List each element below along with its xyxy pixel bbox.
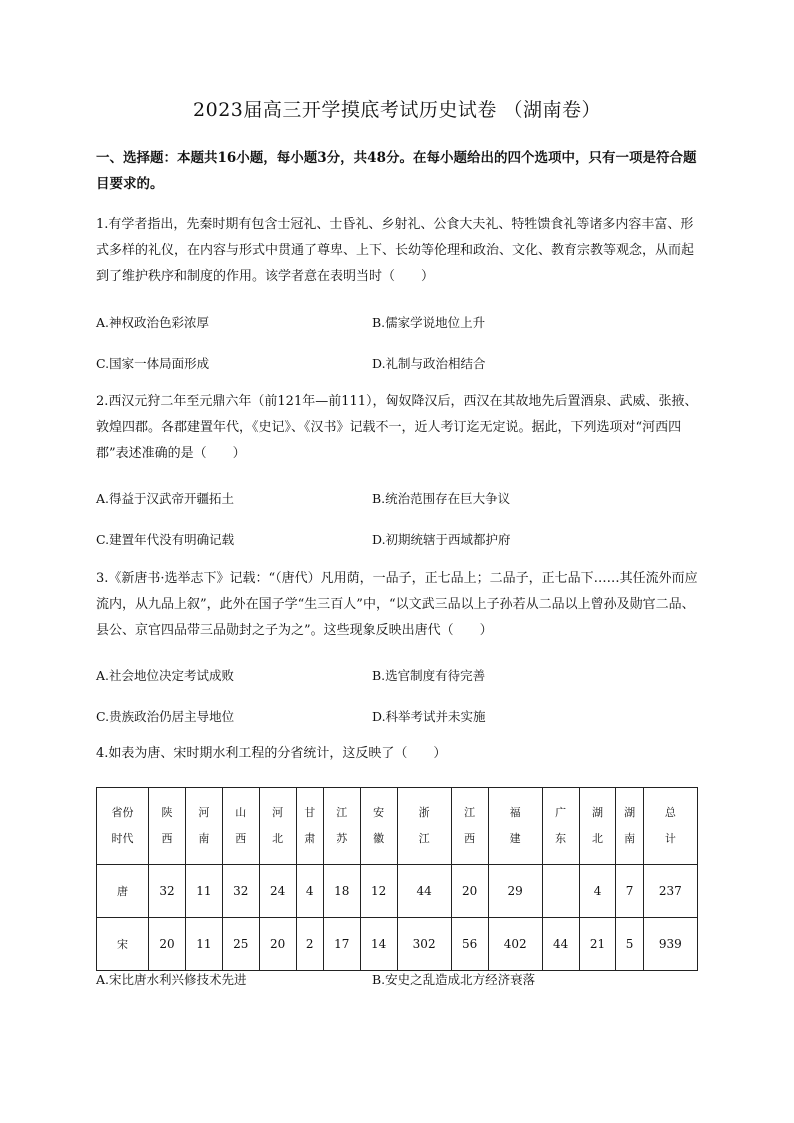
- province-header: [488, 788, 542, 865]
- province-header: [185, 788, 222, 865]
- section-heading: 一、选择题：本题共16小题，每小题3分，共48分。在每小题给出的四个选项中，只有一项是符合题目要求的。: [96, 150, 697, 192]
- value-cell: 402: [488, 918, 542, 971]
- province-header: [451, 788, 488, 865]
- question-3-option-a: A.社会地位决定考试成败: [96, 668, 235, 683]
- province-char-top: 甘: [304, 806, 316, 819]
- question-1-option-c: C.国家一体局面形成: [96, 356, 210, 371]
- province-char-top: 河: [272, 806, 284, 819]
- province-header: [579, 788, 616, 865]
- province-char-top: 浙: [418, 806, 430, 819]
- province-char-top: 江: [464, 806, 476, 819]
- value-cell: 24: [259, 865, 296, 918]
- province-header: [542, 788, 579, 865]
- value-cell: [542, 865, 579, 918]
- province-char-bottom: 北: [592, 832, 604, 845]
- question-2-option-a: A.得益于汉武帝开疆拓土: [96, 491, 235, 506]
- value-cell: 32: [222, 865, 259, 918]
- province-char-top: 福: [509, 806, 521, 819]
- value-cell: 20: [259, 918, 296, 971]
- value-cell: 29: [488, 865, 542, 918]
- province-header: [643, 788, 697, 865]
- table-row-tang: [97, 865, 698, 918]
- question-4-option-b: B.安史之乱造成北方经济衰落: [372, 972, 536, 987]
- question-3-option-b: B.选官制度有待完善: [372, 668, 486, 683]
- value-cell: 11: [185, 918, 222, 971]
- question-3-option-d: D.科举考试并未实施: [372, 709, 486, 724]
- province-char-top: 总: [664, 806, 676, 819]
- province-char-top: 安: [373, 806, 385, 819]
- province-char-bottom: 苏: [336, 832, 348, 845]
- value-cell: 25: [222, 918, 259, 971]
- question-2-stem: 2.西汉元狩二年至元鼎六年（前121年—前111），匈奴降汉后，西汉在其故地先后置酒泉、武威、张掖、敦煌四郡。各郡建置年代，《史记》、《汉书》记载不一，近人考订迄无定说。据此，下列选项对“河西四郡”表述准确的是（ ）: [96, 394, 698, 461]
- value-cell: 11: [185, 865, 222, 918]
- province-char-top: 湖: [624, 806, 636, 819]
- question-2-option-c: C.建置年代没有明确记载: [96, 532, 235, 547]
- province-char-bottom: 建: [509, 832, 521, 845]
- province-header: [360, 788, 397, 865]
- value-cell: 44: [542, 918, 579, 971]
- value-cell: 7: [616, 865, 643, 918]
- province-char-bottom: 西: [464, 832, 476, 845]
- province-header: [149, 788, 186, 865]
- value-cell: 44: [397, 865, 451, 918]
- province-char-top: 河: [198, 806, 210, 819]
- corner-label-province: 省份: [111, 806, 134, 819]
- province-char-bottom: 北: [272, 832, 284, 845]
- question-1-option-b: B.儒家学说地位上升: [372, 315, 486, 330]
- value-cell: 56: [451, 918, 488, 971]
- province-header: [259, 788, 296, 865]
- table-corner-cell: [97, 788, 149, 865]
- value-cell: 21: [579, 918, 616, 971]
- water-projects-table: [96, 787, 698, 971]
- province-char-top: 湖: [592, 806, 604, 819]
- value-cell: 237: [643, 865, 697, 918]
- table-header-row: [97, 788, 698, 865]
- value-cell: 2: [296, 918, 323, 971]
- value-cell: 14: [360, 918, 397, 971]
- province-header: [323, 788, 360, 865]
- province-char-bottom: 江: [418, 832, 430, 845]
- question-4-stem: 4.如表为唐、宋时期水利工程的分省统计，这反映了（ ）: [96, 746, 447, 761]
- question-1-stem: 1.有学者指出，先秦时期有包含士冠礼、士昏礼、乡射礼、公食大夫礼、特牲馈食礼等诸多内容丰富、形式多样的礼仪，在内容与形式中贯通了尊卑、上下、长幼等伦理和政治、文化、教育宗教等观念，从而起到了维护秩序和制度的作用。该学者意在表明当时（ ）: [96, 217, 695, 284]
- province-header: [296, 788, 323, 865]
- province-char-bottom: 南: [198, 832, 210, 845]
- province-char-bottom: 东: [555, 832, 567, 845]
- province-char-bottom: 徽: [373, 832, 385, 845]
- province-char-top: 陕: [161, 806, 173, 819]
- era-cell: 宋: [97, 918, 149, 971]
- province-header: [397, 788, 451, 865]
- value-cell: 18: [323, 865, 360, 918]
- value-cell: 5: [616, 918, 643, 971]
- province-char-bottom: 肃: [304, 832, 316, 845]
- question-1-option-a: A.神权政治色彩浓厚: [96, 315, 210, 330]
- value-cell: 939: [643, 918, 697, 971]
- value-cell: 17: [323, 918, 360, 971]
- province-char-bottom: 计: [664, 832, 676, 845]
- value-cell: 12: [360, 865, 397, 918]
- province-header: [616, 788, 643, 865]
- province-char-top: 山: [235, 806, 247, 819]
- value-cell: 4: [296, 865, 323, 918]
- question-2-option-b: B.统治范围存在巨大争议: [372, 491, 511, 506]
- table-row-song: [97, 918, 698, 971]
- corner-label-era: 时代: [111, 832, 134, 845]
- value-cell: 20: [451, 865, 488, 918]
- province-char-bottom: 西: [235, 832, 247, 845]
- province-char-top: 广: [555, 806, 567, 819]
- value-cell: 20: [149, 918, 186, 971]
- value-cell: 302: [397, 918, 451, 971]
- question-4-option-a: A.宋比唐水利兴修技术先进: [96, 972, 247, 987]
- question-3-stem: 3.《新唐书·选举志下》记载：“（唐代）凡用荫，一品子，正七品上；二品子，正七品下……其任流外而应流内，从九品上叙”，此外在国子学“生三百人”中，“以文武三品以上子孙若从二品以上曾孙及勋官二品、县公、京官四品带三品勋封之子为之”。这些现象反映出唐代（ ）: [96, 571, 698, 638]
- province-char-top: 江: [336, 806, 348, 819]
- era-cell: 唐: [97, 865, 149, 918]
- value-cell: 32: [149, 865, 186, 918]
- question-1-option-d: D.礼制与政治相结合: [372, 356, 486, 371]
- question-2-option-d: D.初期统辖于西域都护府: [372, 532, 511, 547]
- value-cell: 4: [579, 865, 616, 918]
- province-char-bottom: 西: [161, 832, 173, 845]
- question-3-option-c: C.贵族政治仍居主导地位: [96, 709, 235, 724]
- page-title: 2023届高三开学摸底考试历史试卷 （湖南卷）: [193, 99, 601, 121]
- province-header: [222, 788, 259, 865]
- province-char-bottom: 南: [624, 832, 636, 845]
